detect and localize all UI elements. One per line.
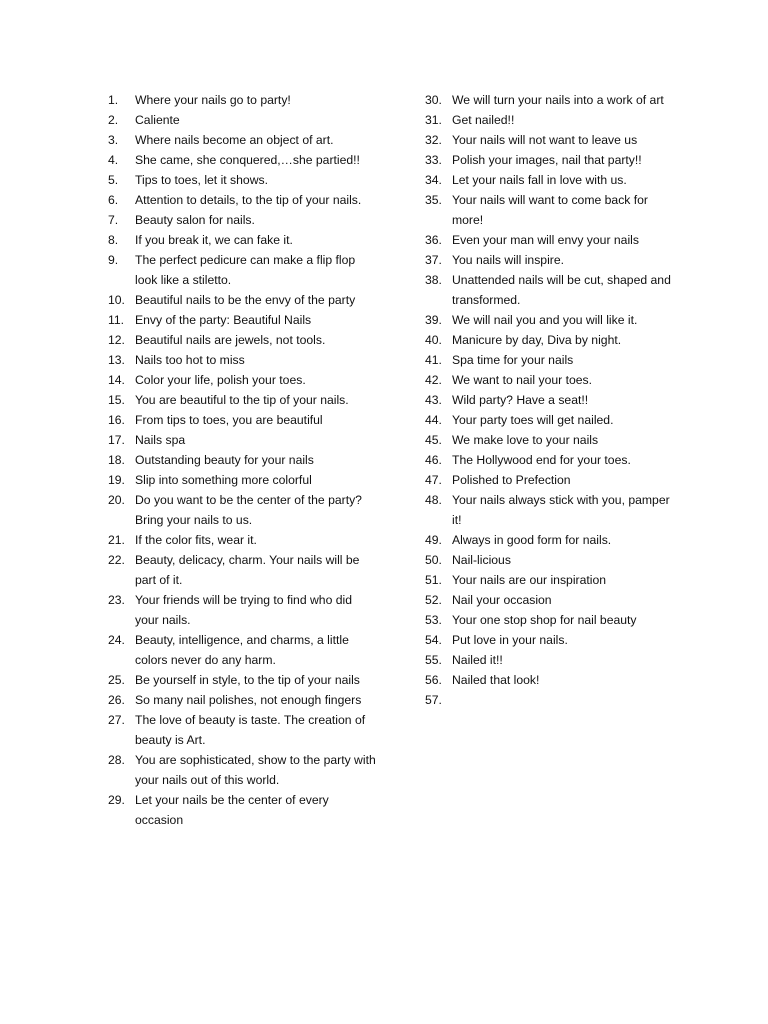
item-number: 18. xyxy=(108,453,125,467)
item-text: Your nails always stick with you, pamper it! xyxy=(452,493,670,527)
item-text: You are sophisticated, show to the party with your nails out of this world. xyxy=(135,753,376,787)
item-number: 50. xyxy=(425,553,442,567)
list-item xyxy=(425,550,675,570)
item-text: Nail your occasion xyxy=(452,593,552,607)
list-item xyxy=(425,370,675,390)
list-item xyxy=(425,350,675,370)
item-number: 27. xyxy=(108,713,125,727)
slogan-list-left xyxy=(108,90,378,830)
list-item xyxy=(108,750,378,790)
item-text: Color your life, polish your toes. xyxy=(135,373,306,387)
list-item xyxy=(108,710,378,750)
item-text: Put love in your nails. xyxy=(452,633,568,647)
item-number: 23. xyxy=(108,593,125,607)
list-item xyxy=(425,610,675,630)
item-text: Let your nails fall in love with us. xyxy=(452,173,627,187)
list-item xyxy=(108,390,378,410)
item-text: Even your man will envy your nails xyxy=(452,233,639,247)
item-number: 49. xyxy=(425,533,442,547)
item-number: 17. xyxy=(108,433,125,447)
item-text: Spa time for your nails xyxy=(452,353,574,367)
item-text: Do you want to be the center of the party? Bring your nails to us. xyxy=(135,493,362,527)
item-number: 35. xyxy=(425,193,442,207)
item-text: Nailed that look! xyxy=(452,673,540,687)
list-item xyxy=(108,350,378,370)
list-item xyxy=(425,390,675,410)
list-item xyxy=(108,250,378,290)
item-text: Where your nails go to party! xyxy=(135,93,291,107)
item-text: She came, she conquered,…she partied!! xyxy=(135,153,360,167)
list-item xyxy=(108,590,378,630)
item-number: 25. xyxy=(108,673,125,687)
item-text: Beauty salon for nails. xyxy=(135,213,255,227)
list-item xyxy=(108,290,378,310)
item-number: 44. xyxy=(425,413,442,427)
item-text: Your one stop shop for nail beauty xyxy=(452,613,637,627)
item-number: 41. xyxy=(425,353,442,367)
list-item xyxy=(108,490,378,530)
list-item xyxy=(108,370,378,390)
item-text: Your party toes will get nailed. xyxy=(452,413,614,427)
item-number: 42. xyxy=(425,373,442,387)
item-text: Where nails become an object of art. xyxy=(135,133,334,147)
item-text: Wild party? Have a seat!! xyxy=(452,393,589,407)
list-item xyxy=(108,450,378,470)
item-text: Beautiful nails are jewels, not tools. xyxy=(135,333,326,347)
list-item xyxy=(425,430,675,450)
item-number: 20. xyxy=(108,493,125,507)
list-item xyxy=(108,470,378,490)
list-item xyxy=(425,490,675,530)
item-number: 56. xyxy=(425,673,442,687)
item-text: Nails too hot to miss xyxy=(135,353,245,367)
list-item xyxy=(108,210,378,230)
list-item xyxy=(425,130,675,150)
item-number: 45. xyxy=(425,433,442,447)
item-text: The love of beauty is taste. The creation of beauty is Art. xyxy=(135,713,366,747)
list-item xyxy=(108,170,378,190)
item-number: 46. xyxy=(425,453,442,467)
item-text: Your nails are our inspiration xyxy=(452,573,607,587)
item-number: 36. xyxy=(425,233,442,247)
list-item xyxy=(108,130,378,150)
list-item xyxy=(108,530,378,550)
item-number: 55. xyxy=(425,653,442,667)
item-number: 22. xyxy=(108,553,125,567)
item-number: 13. xyxy=(108,353,125,367)
list-item xyxy=(108,550,378,590)
item-number: 37. xyxy=(425,253,442,267)
item-number: 15. xyxy=(108,393,125,407)
item-text: Nails spa xyxy=(135,433,186,447)
list-item xyxy=(425,530,675,550)
item-text: Your nails will want to come back for more! xyxy=(452,193,648,227)
item-number: 38. xyxy=(425,273,442,287)
item-number: 57. xyxy=(425,693,442,707)
item-text: From tips to toes, you are beautiful xyxy=(135,413,323,427)
item-text: Beauty, delicacy, charm. Your nails will be part of it. xyxy=(135,553,360,587)
item-number: 28. xyxy=(108,753,125,767)
item-text: The perfect pedicure can make a flip flop look like a stiletto. xyxy=(135,253,356,287)
list-item xyxy=(425,110,675,130)
list-item xyxy=(425,410,675,430)
list-item xyxy=(108,190,378,210)
item-number: 1. xyxy=(108,93,119,107)
item-number: 5. xyxy=(108,173,119,187)
item-number: 53. xyxy=(425,613,442,627)
list-item xyxy=(425,270,675,310)
list-item xyxy=(425,670,675,690)
item-text: Unattended nails will be cut, shaped and transformed. xyxy=(452,273,671,307)
item-text: We will nail you and you will like it. xyxy=(452,313,638,327)
item-text: Nail-licious xyxy=(452,553,511,567)
item-number: 39. xyxy=(425,313,442,327)
list-item xyxy=(108,90,378,110)
item-number: 7. xyxy=(108,213,119,227)
list-item xyxy=(425,690,675,710)
list-item xyxy=(425,590,675,610)
item-text: So many nail polishes, not enough fingers xyxy=(135,693,362,707)
item-number: 9. xyxy=(108,253,119,267)
item-number: 14. xyxy=(108,373,125,387)
list-item xyxy=(425,310,675,330)
item-number: 32. xyxy=(425,133,442,147)
item-text: The Hollywood end for your toes. xyxy=(452,453,631,467)
item-number: 54. xyxy=(425,633,442,647)
item-number: 21. xyxy=(108,533,125,547)
item-text: Your nails will not want to leave us xyxy=(452,133,638,147)
item-number: 11. xyxy=(108,313,125,327)
item-text: Polished to Prefection xyxy=(452,473,571,487)
item-number: 19. xyxy=(108,473,125,487)
item-number: 8. xyxy=(108,233,119,247)
item-number: 34. xyxy=(425,173,442,187)
list-item xyxy=(425,470,675,490)
item-text: Beautiful nails to be the envy of the party xyxy=(135,293,356,307)
list-item xyxy=(108,230,378,250)
list-item xyxy=(425,250,675,270)
list-item xyxy=(108,790,378,830)
item-text: Beauty, intelligence, and charms, a little colors never do any harm. xyxy=(135,633,349,667)
item-number: 3. xyxy=(108,133,119,147)
list-item xyxy=(425,150,675,170)
item-number: 51. xyxy=(425,573,442,587)
item-number: 31. xyxy=(425,113,442,127)
item-number: 52. xyxy=(425,593,442,607)
item-number: 10. xyxy=(108,293,125,307)
item-text: If you break it, we can fake it. xyxy=(135,233,293,247)
item-text: Your friends will be trying to find who did your nails. xyxy=(135,593,353,627)
list-item xyxy=(108,310,378,330)
item-number: 30. xyxy=(425,93,442,107)
list-item xyxy=(425,650,675,670)
list-item xyxy=(425,190,675,230)
list-item xyxy=(108,430,378,450)
item-number: 47. xyxy=(425,473,442,487)
item-text: Attention to details, to the tip of your nails. xyxy=(135,193,362,207)
item-text: Slip into something more colorful xyxy=(135,473,312,487)
item-number: 16. xyxy=(108,413,125,427)
item-text: Caliente xyxy=(135,113,180,127)
list-item xyxy=(425,630,675,650)
item-text: Outstanding beauty for your nails xyxy=(135,453,314,467)
list-item xyxy=(425,170,675,190)
item-text: We want to nail your toes. xyxy=(452,373,593,387)
slogan-list-right xyxy=(425,90,675,710)
item-text: Nailed it!! xyxy=(452,653,503,667)
item-text: If the color fits, wear it. xyxy=(135,533,257,547)
item-number: 4. xyxy=(108,153,119,167)
item-text: Get nailed!! xyxy=(452,113,515,127)
item-number: 26. xyxy=(108,693,125,707)
list-item xyxy=(108,110,378,130)
item-number: 2. xyxy=(108,113,119,127)
item-number: 40. xyxy=(425,333,442,347)
item-text: We make love to your nails xyxy=(452,433,599,447)
item-number: 24. xyxy=(108,633,125,647)
list-item xyxy=(425,330,675,350)
list-item xyxy=(425,230,675,250)
item-number: 33. xyxy=(425,153,442,167)
list-item xyxy=(108,690,378,710)
list-item xyxy=(108,630,378,670)
list-item xyxy=(425,570,675,590)
item-number: 48. xyxy=(425,493,442,507)
list-item xyxy=(108,330,378,350)
item-text: Be yourself in style, to the tip of your nails xyxy=(135,673,360,687)
item-text: You are beautiful to the tip of your nails. xyxy=(135,393,349,407)
list-item xyxy=(425,90,675,110)
item-number: 43. xyxy=(425,393,442,407)
list-item xyxy=(108,410,378,430)
item-text: Let your nails be the center of every occasion xyxy=(135,793,329,827)
item-text: You nails will inspire. xyxy=(452,253,565,267)
item-number: 6. xyxy=(108,193,119,207)
item-text: Polish your images, nail that party!! xyxy=(452,153,642,167)
list-item xyxy=(425,450,675,470)
item-text: Always in good form for nails. xyxy=(452,533,612,547)
item-text: Tips to toes, let it shows. xyxy=(135,173,268,187)
item-text: Envy of the party: Beautiful Nails xyxy=(135,313,312,327)
list-item xyxy=(108,150,378,170)
item-text: Manicure by day, Diva by night. xyxy=(452,333,622,347)
item-number: 12. xyxy=(108,333,125,347)
list-item xyxy=(108,670,378,690)
item-text: We will turn your nails into a work of art xyxy=(452,93,664,107)
item-number: 29. xyxy=(108,793,125,807)
